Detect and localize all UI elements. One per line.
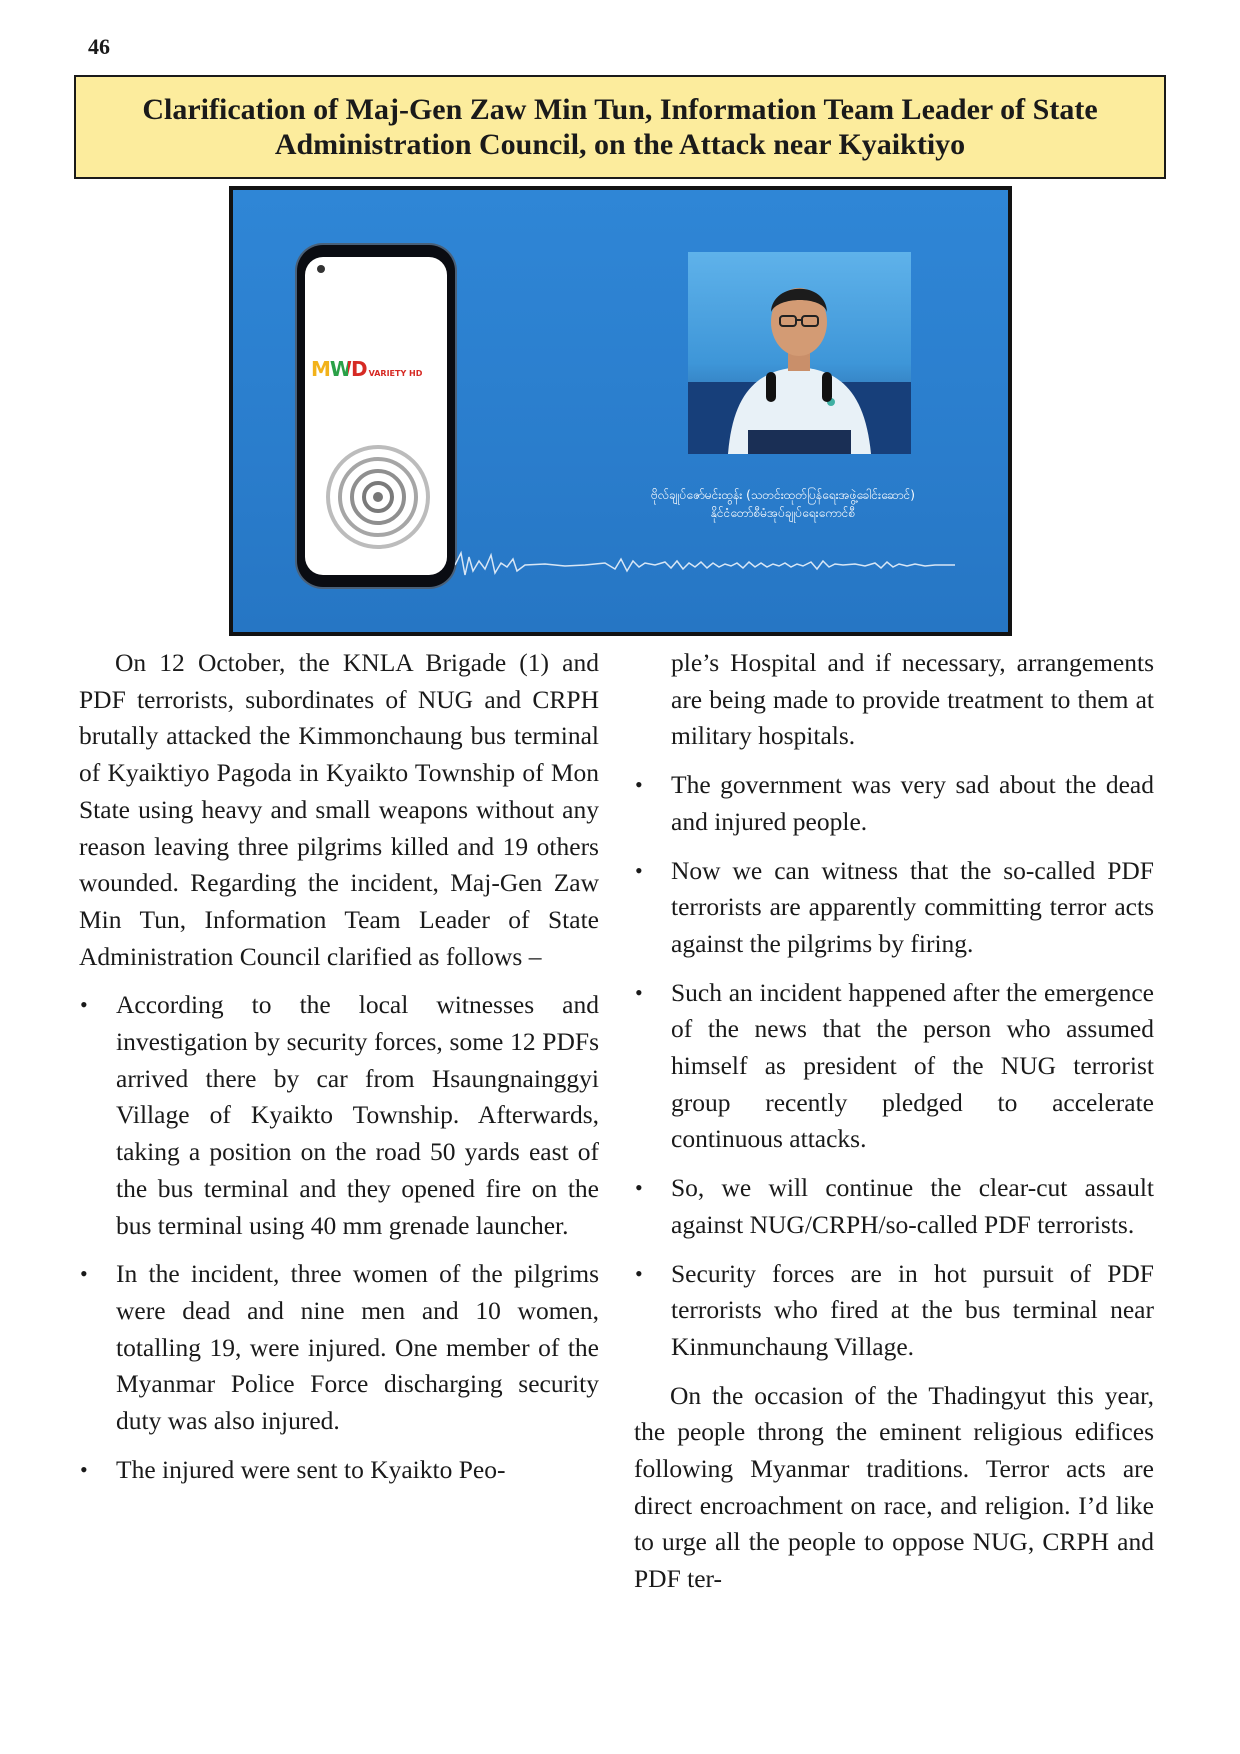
list-item xyxy=(79,1452,599,1489)
speaker-video-still xyxy=(688,252,911,454)
bullet-icon: • xyxy=(635,772,643,798)
list-item-text: Security forces are in hot pursuit of PDF terrorists who fired at the bus terminal near Kinmunchaung Village. xyxy=(671,1258,1154,1361)
right-column xyxy=(634,645,1154,1598)
list-item xyxy=(634,853,1154,963)
list-item-text: So, we will continue the clear-cut assault against NUG/CRPH/so-called PDF terrorists. xyxy=(671,1173,1154,1239)
speaker-figure xyxy=(688,252,911,454)
bullet-icon: • xyxy=(80,1261,88,1287)
continued-bullet-text: ple’s Hospital and if necessary, arrangements are being made to provide treatment to them at military hospitals. xyxy=(671,648,1154,751)
article-title xyxy=(142,92,1097,162)
bullet-icon: • xyxy=(635,857,643,883)
list-item xyxy=(634,975,1154,1159)
intro-paragraph: On 12 October, the KNLA Brigade (1) and PDF terrorists, subordinates of NUG and CRPH brutally attacked the Kimmonchaung bus terminal of Kyaiktiyo Pagoda in Kyaikto Township of Mon State using heavy and small weapons without any reason leaving three pilgrims killed and 19 others wounded. Regarding the incident, Maj-Gen Zaw Min Tun, Information Team Leader of State Administration Council clarified as follows – xyxy=(79,648,599,971)
phone-screen xyxy=(305,257,447,575)
list-item xyxy=(634,1256,1154,1366)
list-item-text: Such an incident happened after the emergence of the news that the person who assumed himself as president of the NUG terrorist group recently pledged to accelerate continuous attacks. xyxy=(671,977,1154,1154)
page-number: 46 xyxy=(88,34,110,59)
camera-dot xyxy=(317,265,325,273)
list-item xyxy=(634,1170,1154,1243)
bullet-icon: • xyxy=(635,1260,643,1286)
list-item-text: According to the local witnesses and investigation by security forces, some 12 PDFs arrived there by car from Hsaungnainggyi Village of Kyaikto Township. Afterwards, taking a position on the road 50 yards east of the bus terminal and they opened fire on the bus terminal using 40 mm grenade launcher. xyxy=(116,990,599,1240)
bullet-icon: • xyxy=(635,979,643,1005)
audio-waveform xyxy=(455,545,955,585)
bullet-icon: • xyxy=(80,992,88,1018)
list-item xyxy=(79,1256,599,1440)
list-item-text: The government was very sad about the dead and injured people. xyxy=(671,770,1154,836)
news-photo xyxy=(229,186,1012,636)
bullet-icon: • xyxy=(80,1456,88,1482)
article-title-box xyxy=(74,75,1166,179)
sound-ripple-icon xyxy=(323,442,433,552)
list-item-text: In the incident, three women of the pilgrims were dead and nine men and 10 women, totalling 19, were injured. One member of the Myanmar Police Force discharging security duty was also injured. xyxy=(116,1259,599,1436)
left-column xyxy=(79,645,599,1500)
title-line-1: Clarification of Maj-Gen Zaw Min Tun, Information Team Leader of State xyxy=(142,93,1098,126)
smartphone-illustration xyxy=(297,245,455,587)
mwd-logo xyxy=(311,357,422,381)
list-item-text: Now we can witness that the so-called PDF terrorists are apparently committing terror acts against the pilgrims by firing. xyxy=(671,855,1154,958)
logo-main: MWD xyxy=(311,357,367,381)
closing-paragraph: On the occasion of the Thadingyut this year, the people throng the eminent religious edifices following Myanmar traditions. Terror acts are direct encroachment on race, and religion. I’d like to urge all the people to oppose NUG, CRPH and PDF ter- xyxy=(634,1380,1154,1594)
bullet-icon: • xyxy=(635,1175,643,1201)
caption-line-2: နိုင်ငံတော်စီမံအုပ်ချုပ်ရေးကောင်စီ xyxy=(710,506,856,520)
list-item xyxy=(79,987,599,1244)
list-item-text: The injured were sent to Kyaikto Peo- xyxy=(116,1454,506,1484)
speaker-caption xyxy=(633,486,933,522)
logo-sub: VARIETY HD xyxy=(368,369,423,378)
list-item xyxy=(634,767,1154,840)
caption-line-1: ဗိုလ်ချုပ်ဇော်မင်းထွန်း (သတင်းထုတ်ပြန်ရေးအဖွဲ့ခေါင်းဆောင်) xyxy=(651,488,915,502)
title-line-2: Administration Council, on the Attack near Kyaiktiyo xyxy=(274,128,966,161)
